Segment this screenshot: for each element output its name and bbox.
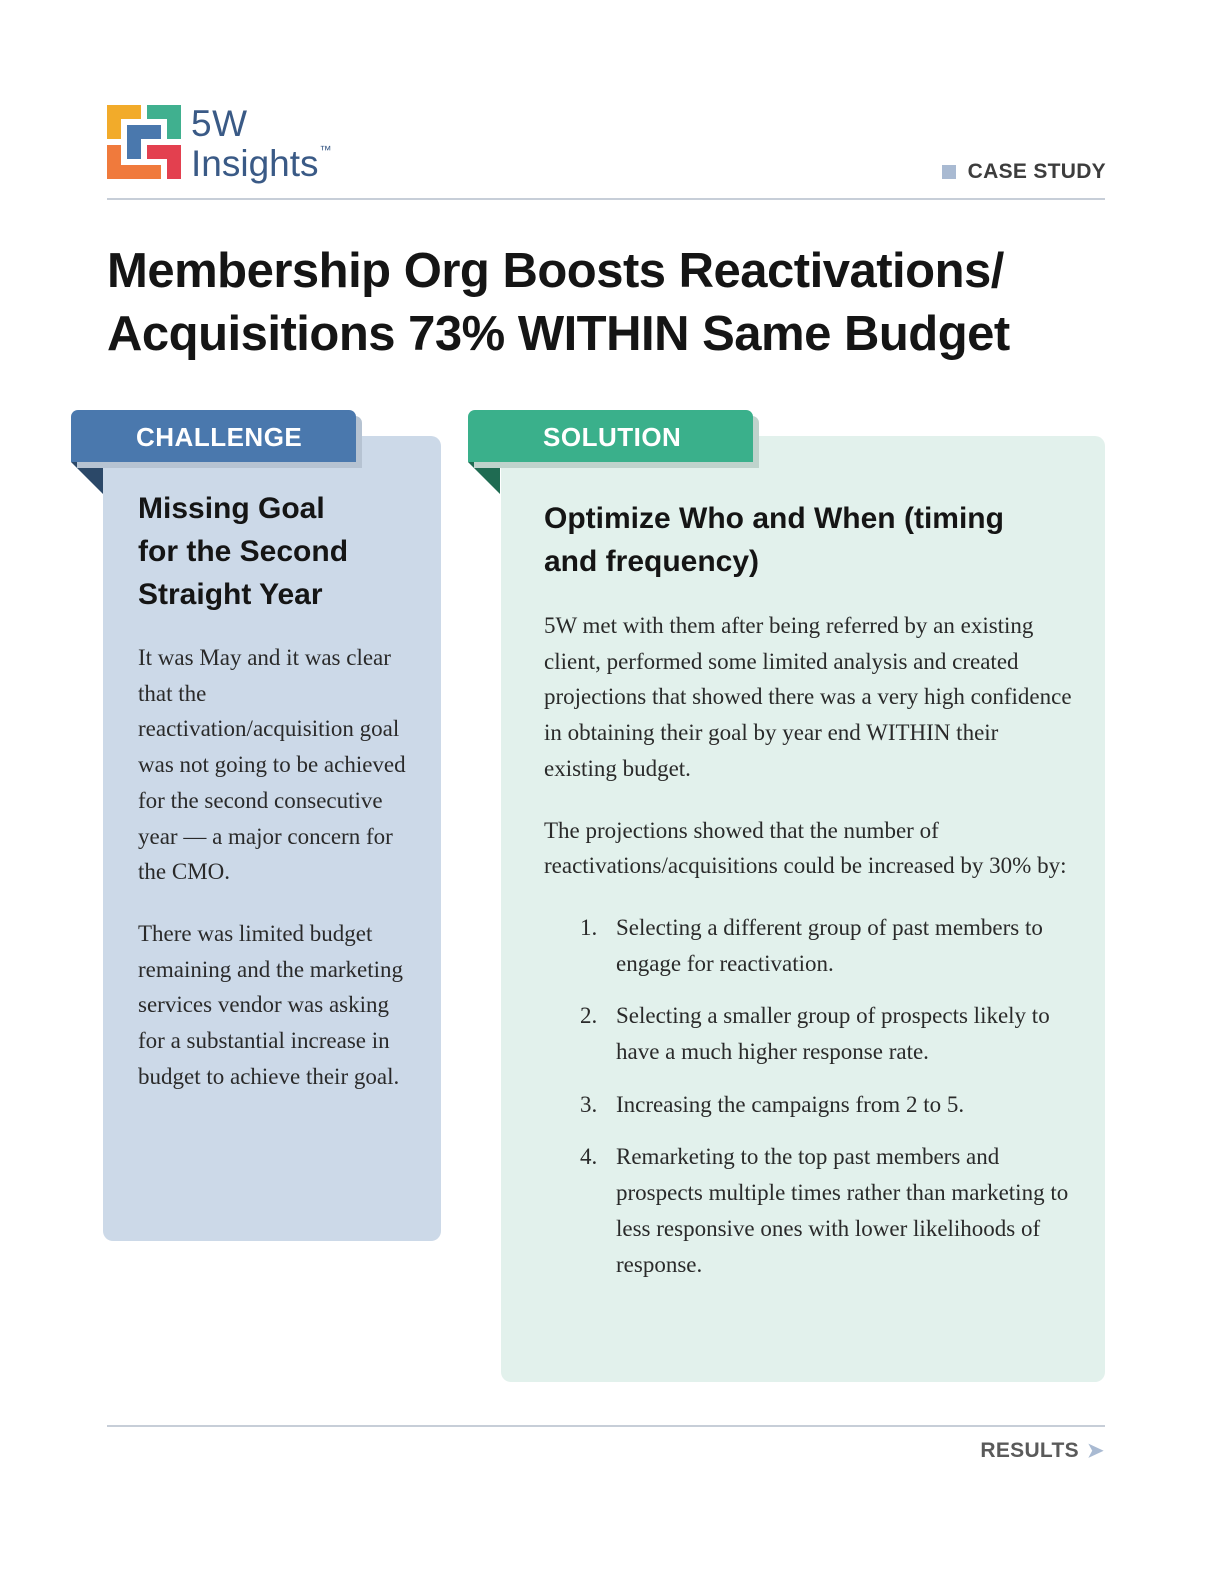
challenge-heading-line: Straight Year bbox=[138, 578, 323, 611]
chevron-right-icon[interactable]: ➤ bbox=[1086, 1440, 1104, 1462]
solution-steps-list bbox=[544, 910, 1074, 1282]
challenge-paragraph: There was limited budget remaining and the marketing services vendor was asking for a substantial increase in budget to achieve their goal. bbox=[138, 920, 404, 1089]
challenge-paragraph: It was May and it was clear that the reactivation/acquisition goal was not going to be achieved for the second consecutive year — a major concern for the CMO. bbox=[138, 645, 406, 885]
solution-step bbox=[580, 910, 1074, 981]
challenge-tab bbox=[71, 410, 356, 462]
page-title bbox=[107, 240, 1107, 366]
step-text: Selecting a different group of past members to engage for reactivation. bbox=[616, 914, 1043, 976]
solution-step bbox=[580, 998, 1074, 1069]
solution-step bbox=[580, 1087, 1074, 1123]
step-text: Increasing the campaigns from 2 to 5. bbox=[616, 1091, 965, 1117]
challenge-body bbox=[138, 640, 408, 1120]
case-study-label bbox=[942, 160, 1106, 184]
step-text: Selecting a smaller group of prospects likely to have a much higher response rate. bbox=[616, 1003, 1050, 1065]
title-line-2: Acquisitions 73% WITHIN Same Budget bbox=[107, 307, 1010, 361]
header-divider bbox=[107, 198, 1105, 200]
challenge-tab-label: CHALLENGE bbox=[136, 422, 303, 452]
trademark-mark: ™ bbox=[319, 143, 332, 157]
solution-tab-label: SOLUTION bbox=[543, 422, 682, 452]
results-next-link[interactable] bbox=[980, 1438, 1104, 1463]
challenge-heading-line: for the Second bbox=[138, 535, 349, 568]
step-number: 4. bbox=[580, 1144, 598, 1170]
solution-paragraph: 5W met with them after being referred by an existing client, performed some limited analysis and created projections that showed there was a very high confidence in obtaining their goal by year end WITHIN their existing budget. bbox=[544, 613, 1072, 781]
footer-divider bbox=[107, 1425, 1105, 1427]
solution-heading-line: and frequency) bbox=[544, 545, 760, 578]
challenge-heading bbox=[138, 487, 428, 616]
solution-step bbox=[580, 1139, 1074, 1282]
solution-heading bbox=[544, 497, 1084, 583]
brand-logo bbox=[107, 105, 347, 185]
logo-wordmark bbox=[191, 105, 332, 182]
solution-heading-line: Optimize Who and When (timing bbox=[544, 502, 1004, 535]
step-number: 3. bbox=[580, 1091, 598, 1117]
title-line-1: Membership Org Boosts Reactivations/ bbox=[107, 244, 1004, 298]
step-number: 2. bbox=[580, 1003, 598, 1029]
solution-tab bbox=[468, 410, 753, 462]
logo-line-2: Insights bbox=[191, 143, 319, 184]
logo-line-1: 5W bbox=[191, 103, 248, 144]
solution-tab-fold bbox=[468, 462, 500, 494]
solution-body bbox=[544, 608, 1074, 1299]
challenge-tab-fold bbox=[71, 462, 103, 494]
step-number: 1. bbox=[580, 914, 598, 940]
results-label[interactable]: RESULTS bbox=[980, 1438, 1079, 1462]
logo-mark-icon bbox=[107, 105, 181, 179]
challenge-heading-line: Missing Goal bbox=[138, 492, 325, 525]
case-study-text: CASE STUDY bbox=[967, 160, 1106, 183]
square-bullet-icon bbox=[942, 165, 956, 179]
solution-paragraph: The projections showed that the number of reactivations/acquisitions could be increased by 30% by: bbox=[544, 817, 1067, 879]
step-text: Remarketing to the top past members and prospects multiple times rather than marketing to less responsive ones with lower likelihoods of response. bbox=[616, 1144, 1069, 1277]
